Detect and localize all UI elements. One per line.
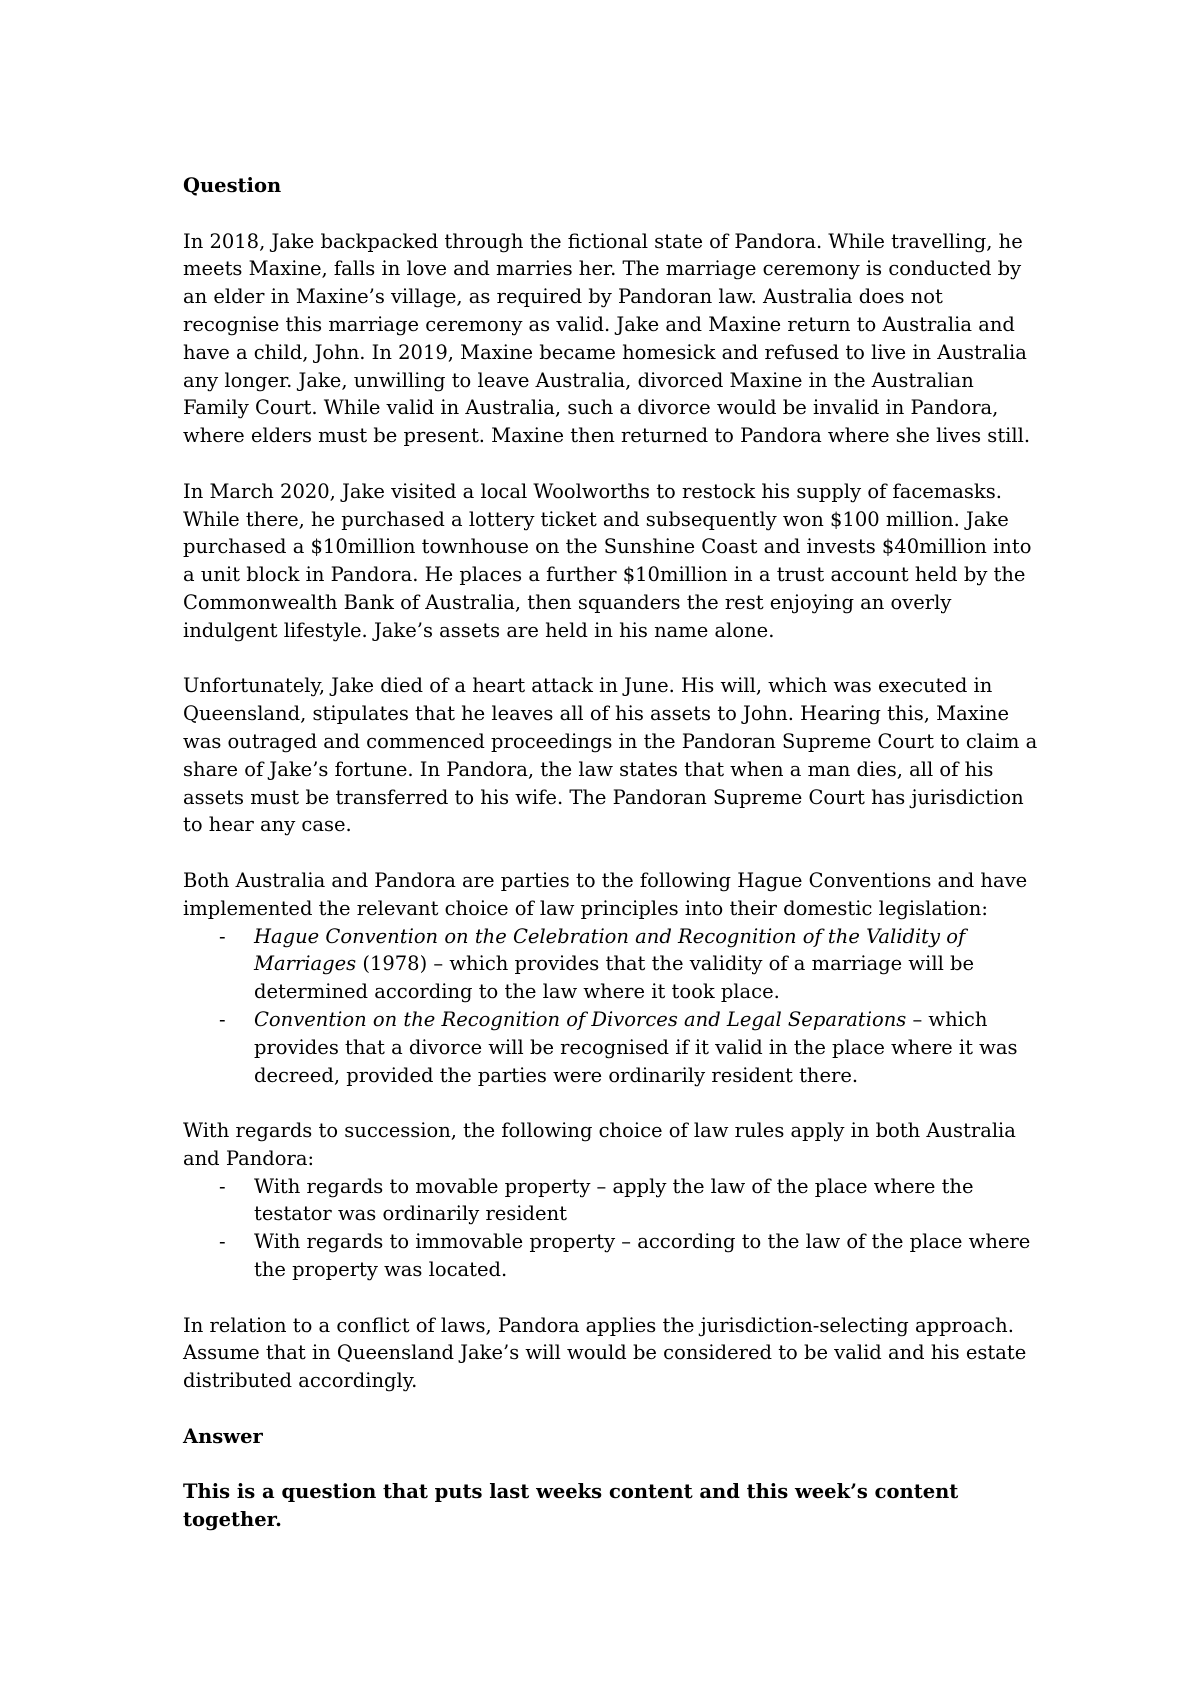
hague-intro-paragraph: Both Australia and Pandora are parties to the following Hague Conventions and have implemented the relevant choice of law principles into their domestic legislation: bbox=[183, 868, 1028, 920]
answer-text: This is a question that puts last weeks content and this week’s content together. bbox=[183, 1480, 959, 1532]
list-item bbox=[183, 923, 1038, 1006]
list-dash: - bbox=[219, 924, 226, 948]
succession-rules-list bbox=[183, 1173, 1038, 1284]
list-dash: - bbox=[219, 1007, 226, 1031]
question-heading: Question bbox=[183, 174, 282, 197]
scenario-paragraph-1: In 2018, Jake backpacked through the fictional state of Pandora. While travelling, he meets Maxine, falls in love and marries her. The marriage ceremony is conducted by an elder in Maxine’s village, as required by Pandoran law. Australia does not recognise this marriage ceremony as valid. Jake and Maxine return to Australia and have a child, John. In 2019, Maxine became homesick and refused to live in Australia any longer. Jake, unwilling to leave Australia, divorced Maxine in the Australian Family Court. While valid in Australia, such a divorce would be invalid in Pandora, where elders must be present. Maxine then returned to Pandora where she lives still. bbox=[183, 229, 1031, 448]
hague-conventions-list bbox=[183, 923, 1038, 1090]
answer-heading: Answer bbox=[183, 1424, 263, 1448]
convention-description: (1978) – which provides that the validity of a marriage will be determined according to the law where it took place. bbox=[254, 952, 975, 1004]
rule-text: With regards to movable property – apply the law of the place where the testator was ordinarily resident bbox=[254, 1174, 974, 1226]
list-item bbox=[183, 1006, 1038, 1089]
rule-text: With regards to immovable property – according to the law of the place where the property was located. bbox=[254, 1230, 1031, 1282]
list-dash: - bbox=[219, 1230, 226, 1254]
convention-title: Hague Convention on the Celebration and Recognition of the Validity of Marriages bbox=[254, 924, 966, 976]
convention-title: Convention on the Recognition of Divorces and Legal Separations bbox=[254, 1007, 907, 1031]
scenario-paragraph-3: Unfortunately, Jake died of a heart attack in June. His will, which was executed in Queensland, stipulates that he leaves all of his assets to John. Hearing this, Maxine was outraged and commenced proceedings in the Pandoran Supreme Court to claim a share of Jake’s fortune. In Pandora, the law states that when a man dies, all of his assets must be transferred to his wife. The Pandoran Supreme Court has jurisdiction to hear any case. bbox=[183, 674, 1038, 837]
list-item bbox=[183, 1173, 1038, 1229]
list-dash: - bbox=[219, 1174, 226, 1198]
succession-intro-paragraph: With regards to succession, the following choice of law rules apply in both Australia and Pandora: bbox=[183, 1119, 1016, 1170]
conflict-of-laws-paragraph: In relation to a conflict of laws, Pandora applies the jurisdiction-selecting approach. Assume that in Queensland Jake’s will would be considered to be valid and his estate distributed accordingly. bbox=[183, 1313, 1027, 1393]
list-item bbox=[183, 1228, 1038, 1284]
scenario-paragraph-2: In March 2020, Jake visited a local Woolworths to restock his supply of facemasks. While there, he purchased a lottery ticket and subsequently won $100 million. Jake purchased a $10million townhouse on the Sunshine Coast and invests $40million into a unit block in Pandora. He places a further $10million in a trust account held by the Commonwealth Bank of Australia, then squanders the rest enjoying an overly indulgent lifestyle. Jake’s assets are held in his name alone. bbox=[183, 479, 1032, 642]
convention-description: – which provides that a divorce will be recognised if it valid in the place where it was decreed, provided the parties were ordinarily resident there. bbox=[254, 1007, 1018, 1087]
document-page bbox=[183, 172, 1038, 1534]
